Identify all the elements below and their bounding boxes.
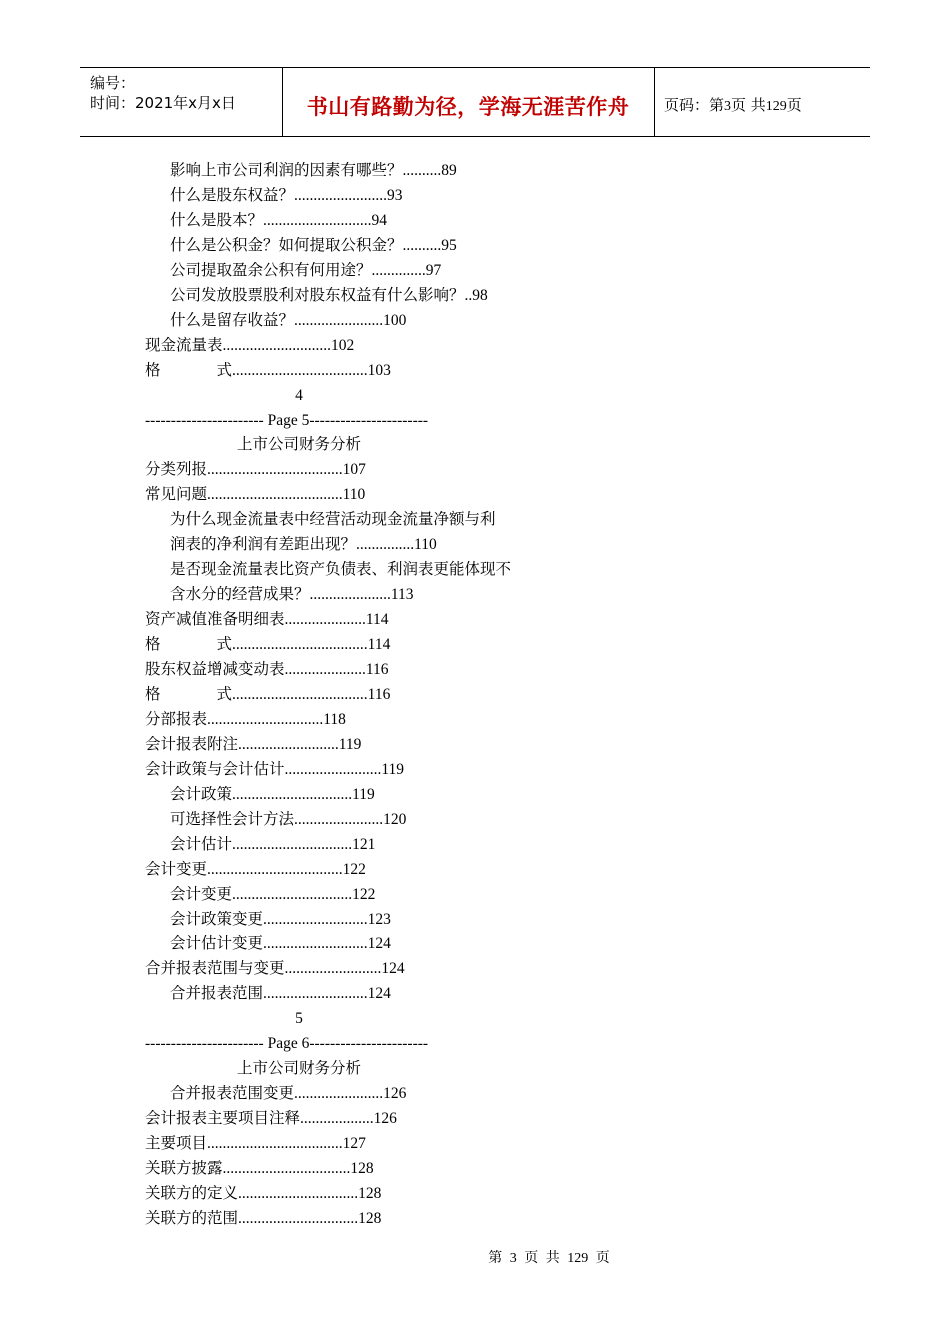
page-header <box>80 67 870 137</box>
document-date-label: 时间：2021年x月x日 <box>90 94 236 112</box>
footer-suffix: 页 <box>595 1251 610 1266</box>
toc-subentry: 会计变更...............................122 <box>170 885 376 903</box>
header-page-total: 129 <box>765 99 787 114</box>
toc-entry: 主要项目...................................127 <box>145 1135 366 1153</box>
toc-entry <box>145 635 390 655</box>
toc-entry: 分部报表..............................118 <box>145 710 346 728</box>
page-number: 4 <box>295 386 303 404</box>
toc-subentry: 会计估计...............................121 <box>170 835 376 853</box>
toc-subentry: 是否现金流量表比资产负债表、利润表更能体现不 <box>170 561 512 579</box>
toc-entry-head: 格 <box>145 361 161 379</box>
header-page-prefix: 页码：第 <box>664 96 725 114</box>
footer-total-pages: 129 <box>567 1251 589 1266</box>
document-number-label: 编号： <box>90 74 136 92</box>
toc-entry: 关联方的范围...............................128 <box>145 1209 382 1227</box>
page-number: 5 <box>295 1010 303 1028</box>
toc-entry: 关联方披露.................................128 <box>145 1160 374 1177</box>
footer-mid1: 页 <box>524 1251 539 1266</box>
toc-entry: 分类列报...................................107 <box>145 461 366 479</box>
page-footer <box>0 1247 950 1267</box>
toc-subentry: 含水分的经营成果？.....................113 <box>170 586 414 604</box>
toc-entry-head: 格 <box>145 685 161 703</box>
toc-entry: 股东权益增减变动表.....................116 <box>145 661 389 678</box>
toc-subentry: 会计政策变更...........................123 <box>170 910 391 928</box>
toc-subentry: 公司发放股票股利对股东权益有什么影响？..98 <box>170 286 488 304</box>
header-page-mid: 页 共 <box>731 96 766 114</box>
running-title: 上市公司财务分析 <box>236 436 361 454</box>
toc-entry-tail: 式...................................116 <box>216 685 391 703</box>
footer-mid2: 共 <box>545 1251 560 1266</box>
toc-entry <box>145 685 390 705</box>
toc-subentry: 什么是公积金？如何提取公积金？..........95 <box>170 236 457 254</box>
header-page-info <box>664 94 802 115</box>
toc-subentry: 什么是留存收益？.......................100 <box>170 311 407 329</box>
toc-entry: 会计报表附注..........................119 <box>145 735 362 753</box>
toc-entry: 会计变更...................................122 <box>145 860 366 878</box>
toc-entry: 会计政策与会计估计.........................119 <box>145 760 405 778</box>
toc-entry: 合并报表范围与变更.........................124 <box>145 960 405 978</box>
header-page-current: 3 <box>724 99 732 114</box>
toc-subentry: 什么是股本？............................94 <box>170 211 388 229</box>
toc-entry-tail: 式...................................114 <box>216 636 391 654</box>
toc-entry <box>145 361 391 381</box>
toc-entry-head: 格 <box>145 636 161 654</box>
toc-entry-tail: 式...................................103 <box>216 361 391 379</box>
toc-subentry: 合并报表范围...........................124 <box>170 985 391 1003</box>
header-page-cell <box>655 68 870 136</box>
toc-entry: 资产减值准备明细表.....................114 <box>145 611 389 629</box>
toc-subentry: 可选择性会计方法.......................120 <box>170 810 407 828</box>
header-motto: 书山有路勤为径，学海无涯苦作舟 <box>306 95 630 119</box>
toc-entry: 常见问题...................................110 <box>145 486 366 504</box>
header-page-suffix: 页 <box>786 96 802 114</box>
toc-subentry: 公司提取盈余公积有何用途？..............97 <box>170 261 442 279</box>
toc-entry: 会计报表主要项目注释...................126 <box>145 1110 397 1128</box>
header-meta-cell <box>80 68 283 136</box>
page-separator: ----------------------- Page 5----------------------- <box>145 411 429 429</box>
footer-prefix: 第 <box>488 1251 503 1266</box>
header-motto-cell <box>282 68 655 136</box>
toc-subentry: 会计政策...............................119 <box>170 785 375 803</box>
toc-subentry: 影响上市公司利润的因素有哪些？..........89 <box>170 162 457 179</box>
running-title: 上市公司财务分析 <box>236 1060 361 1078</box>
toc-entry: 关联方的定义...............................128 <box>145 1184 382 1202</box>
toc-subentry: 会计估计变更...........................124 <box>170 935 391 953</box>
toc-subentry: 为什么现金流量表中经营活动现金流量净额与利 <box>170 511 496 529</box>
toc-subentry: 什么是股东权益？........................93 <box>170 186 403 204</box>
toc-subentry: 润表的净利润有差距出现？...............110 <box>170 536 437 554</box>
toc-subentry: 合并报表范围变更.......................126 <box>170 1085 407 1103</box>
footer-current-page: 3 <box>509 1251 517 1266</box>
toc-entry: 现金流量表............................102 <box>145 336 355 354</box>
page-separator: ----------------------- Page 6----------------------- <box>145 1035 429 1053</box>
